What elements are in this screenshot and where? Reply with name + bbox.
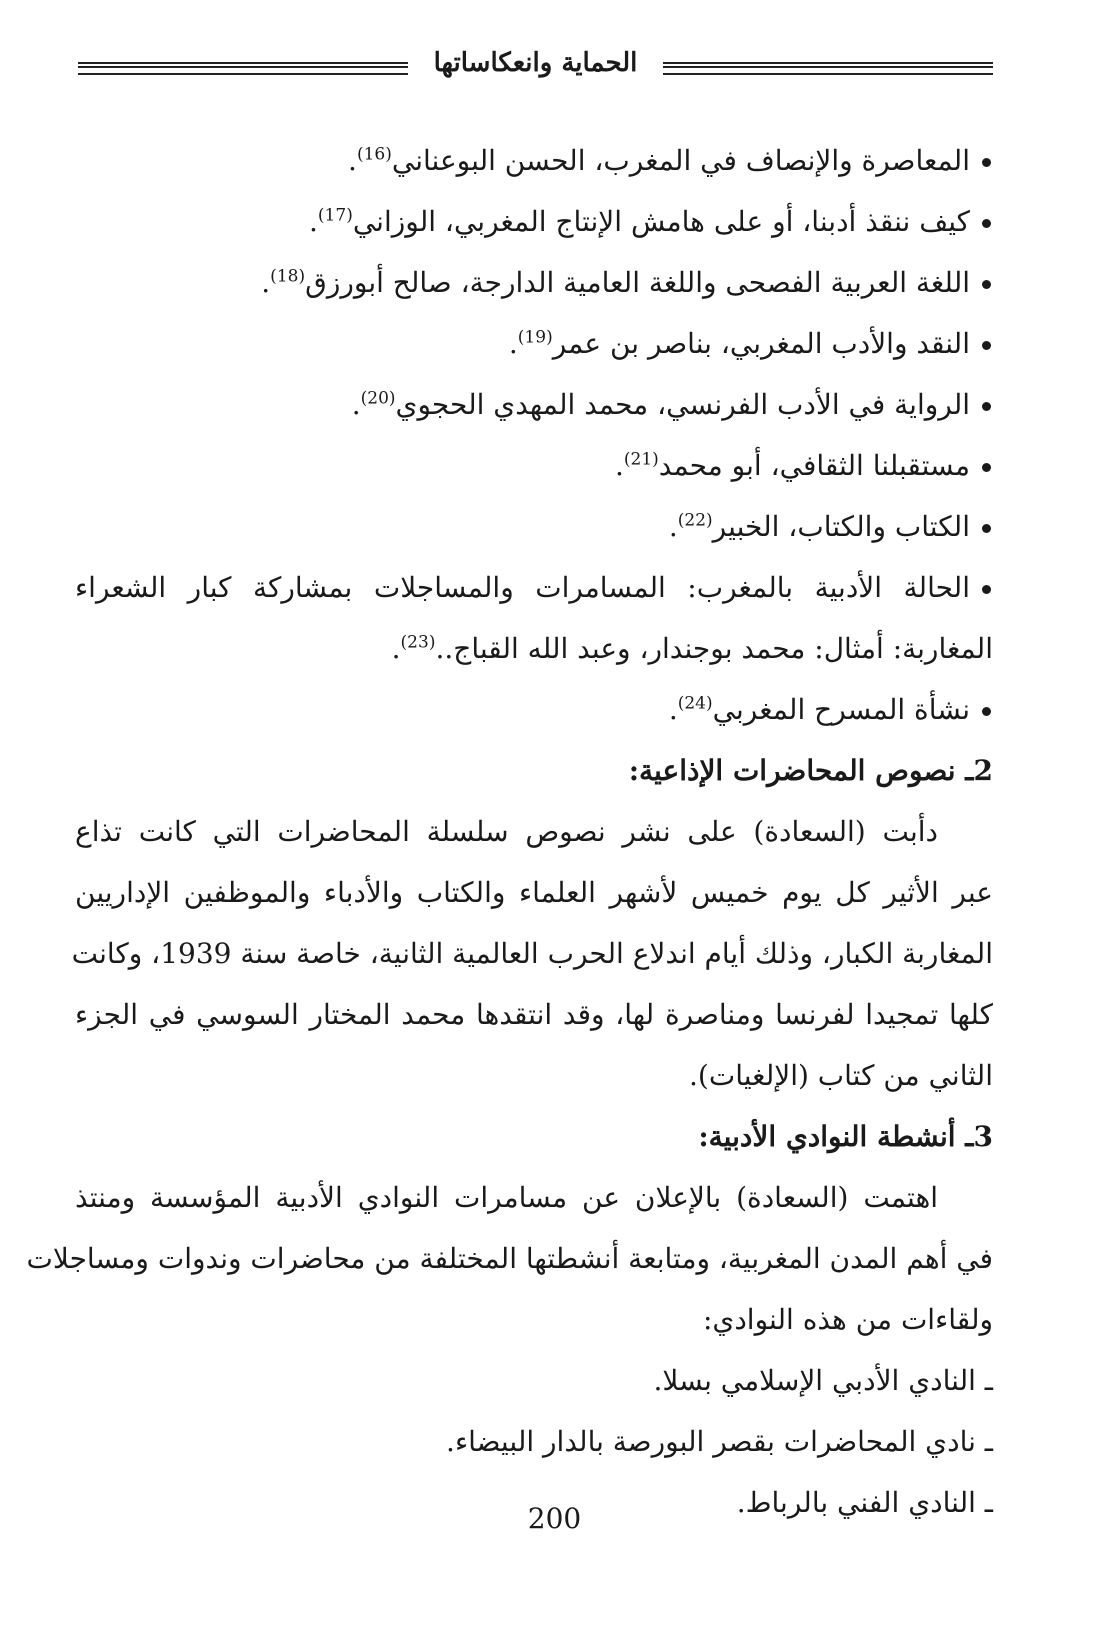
bullet-icon xyxy=(982,219,991,228)
bullet-icon xyxy=(982,585,991,594)
header-rule-right xyxy=(663,62,993,75)
paragraph-line: ولقاءات من هذه النوادي: xyxy=(702,1303,993,1336)
bullet-icon xyxy=(982,463,991,472)
footnote-ref: (17) xyxy=(317,205,353,226)
bullet-continuation: المغاربة: أمثال: محمد بوجندار، وعبد الله القباج..$^{(23)}$. xyxy=(391,632,993,665)
paragraph-line: المغاربة الكبار، وذلك أيام اندلاع الحرب العالمية الثانية، خاصة سنة 1939، وكانت xyxy=(71,937,993,970)
paragraph-line: دأبت (السعادة) على نشر نصوص سلسلة المحاضرات التي كانت تذاع xyxy=(75,815,938,848)
list-item: ـ نادي المحاضرات بقصر البورصة بالدار البيضاء. xyxy=(446,1425,993,1458)
footnote-ref: (24) xyxy=(677,693,713,714)
bullet-item: اللغة العربية الفصحى واللغة العامية الدارجة، صالح أبورزق$^{(18)}$. xyxy=(75,252,993,313)
footnote-ref: (16) xyxy=(356,144,392,165)
footnote-ref: (23) xyxy=(400,632,436,653)
footnote-ref: (21) xyxy=(623,449,659,470)
paragraph-line: في أهم المدن المغربية، ومتابعة أنشطتها المختلفة من محاضرات وندوات ومساجلات xyxy=(26,1242,993,1275)
bullet-icon xyxy=(982,402,991,411)
bullet-item: المعاصرة والإنصاف في المغرب، الحسن البوعناني$^{(16)}$. xyxy=(75,130,993,191)
bullet-item: الرواية في الأدب الفرنسي، محمد المهدي الحجوي$^{(20)}$. xyxy=(75,374,993,435)
footnote-ref: (18) xyxy=(270,266,306,287)
page-number: 200 xyxy=(527,1502,582,1535)
section-heading: 3ـ أنشطة النوادي الأدبية: xyxy=(698,1120,993,1153)
bullet-item: الكتاب والكتاب، الخبير$^{(22)}$. xyxy=(75,496,993,557)
bullet-icon xyxy=(982,158,991,167)
paragraph-line: اهتمت (السعادة) بالإعلان عن مسامرات النوادي الأدبية المؤسسة ومنتذ xyxy=(75,1181,938,1214)
footnote-ref: (20) xyxy=(360,388,396,409)
bullet-item: النقد والأدب المغربي، بناصر بن عمر$^{(19)}$. xyxy=(75,313,993,374)
bullet-icon xyxy=(982,341,991,350)
bullet-icon xyxy=(982,280,991,289)
bullet-item: نشأة المسرح المغربي$^{(24)}$. xyxy=(75,679,993,740)
list-item: ـ النادي الأدبي الإسلامي بسلا. xyxy=(653,1364,993,1397)
paragraph-line: عبر الأثير كل يوم خميس لأشهر العلماء والكتاب والأدباء والموظفين الإداريين xyxy=(75,876,993,909)
paragraph-line: الثاني من كتاب (الإلغيات). xyxy=(689,1059,993,1092)
bullet-item: الحالة الأدبية بالمغرب: المسامرات والمساجلات بمشاركة كبار الشعراء xyxy=(75,557,993,618)
bullet-icon xyxy=(982,707,991,716)
bullet-icon xyxy=(982,524,991,533)
running-header xyxy=(78,46,993,86)
paragraph-line: كلها تمجيدا لفرنسا ومناصرة لها، وقد انتقدها محمد المختار السوسي في الجزء xyxy=(75,998,993,1031)
header-rule-left xyxy=(78,62,408,75)
bullet-item: مستقبلنا الثقافي، أبو محمد$^{(21)}$. xyxy=(75,435,993,496)
list-item: ـ النادي الفني بالرباط. xyxy=(736,1486,993,1519)
page-body xyxy=(26,130,993,1533)
header-title: الحماية وانعكاساتها xyxy=(433,48,638,78)
bullet-item: كيف ننقذ أدبنا، أو على هامش الإنتاج المغربي، الوزاني$^{(17)}$. xyxy=(75,191,993,252)
footnote-ref: (22) xyxy=(677,510,713,531)
footnote-ref: (19) xyxy=(517,327,553,348)
section-heading: 2ـ نصوص المحاضرات الإذاعية: xyxy=(628,754,993,787)
